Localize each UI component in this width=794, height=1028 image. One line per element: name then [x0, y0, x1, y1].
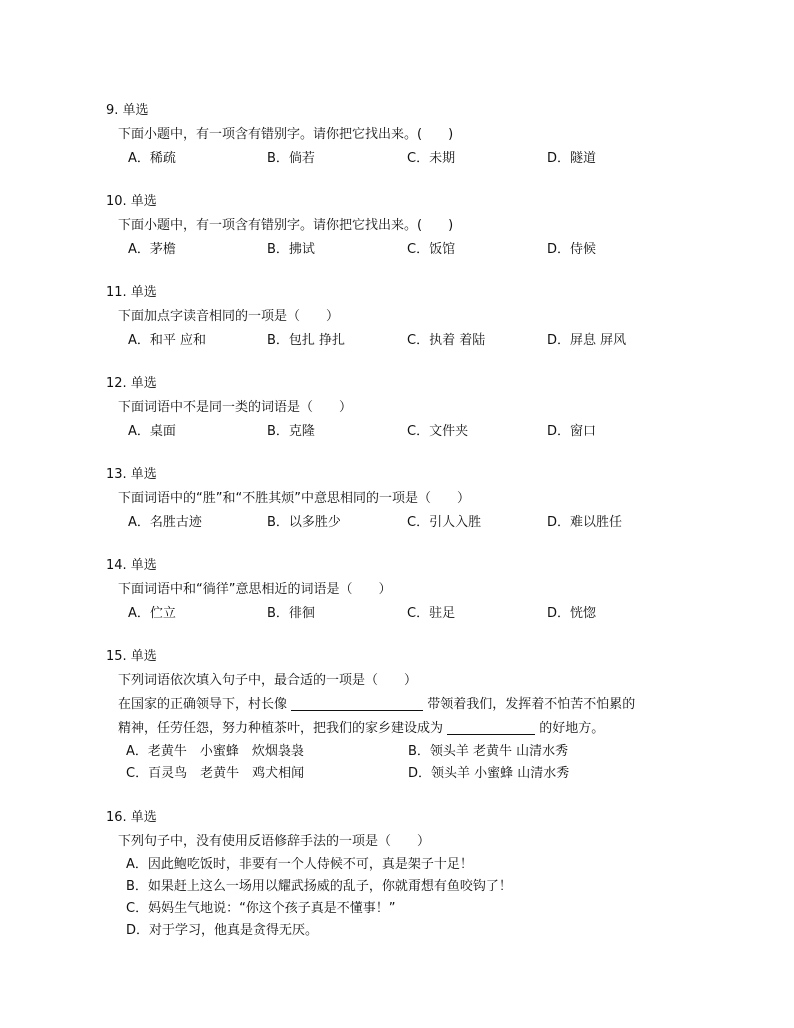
option-a[interactable]: A．名胜古迹	[128, 515, 202, 530]
fill-blank-2	[447, 720, 535, 735]
option-b[interactable]: B．克隆	[267, 424, 315, 439]
option-d[interactable]: D．侍候	[547, 242, 597, 257]
question-heading: 9. 单选	[106, 103, 149, 118]
option-c[interactable]: C．文件夹	[407, 424, 469, 439]
option-d[interactable]: D．恍惚	[547, 606, 597, 621]
question-stem: 下面小题中，有一项含有错别字。请你把它找出来。( )	[118, 218, 454, 233]
question-heading: 11. 单选	[106, 285, 157, 300]
question-heading: 12. 单选	[106, 376, 157, 391]
option-d[interactable]: D．对于学习，他真是贪得无厌。	[126, 923, 319, 938]
option-b[interactable]: B．以多胜少	[267, 515, 341, 530]
question-heading: 16. 单选	[106, 810, 157, 825]
question-stem: 下列词语依次填入句子中，最合适的一项是（ ）	[118, 673, 418, 688]
passage-text: 精神，任劳任怨，努力种植茶叶，把我们的家乡建设成为	[118, 721, 444, 736]
question-heading: 15. 单选	[106, 649, 157, 664]
option-a[interactable]: A．伫立	[128, 606, 176, 621]
option-b[interactable]: B．如果赶上这么一场用以耀武扬威的乱子，你就甭想有鱼咬钩了！	[126, 879, 512, 894]
option-c[interactable]: C．饭馆	[407, 242, 456, 257]
passage-text: 在国家的正确领导下，村长像	[118, 697, 288, 712]
passage-text: 带领着我们，发挥着不怕苦不怕累的	[427, 697, 636, 712]
question-heading: 13. 单选	[106, 467, 157, 482]
option-a[interactable]: A．桌面	[128, 424, 176, 439]
question-stem: 下列句子中，没有使用反语修辞手法的一项是（ ）	[118, 834, 431, 849]
question-stem: 下面小题中，有一项含有错别字。请你把它找出来。( )	[118, 127, 454, 142]
option-a[interactable]: A．和平 应和	[128, 333, 207, 348]
option-d[interactable]: D．难以胜任	[547, 515, 623, 530]
option-d[interactable]: D．屏息 屏风	[547, 333, 627, 348]
option-c[interactable]: C．执着 着陆	[407, 333, 486, 348]
option-c[interactable]: C．妈妈生气地说：“你这个孩子真是不懂事！”	[126, 901, 396, 916]
option-d[interactable]: D．窗口	[547, 424, 597, 439]
option-c[interactable]: C．驻足	[407, 606, 456, 621]
options-row	[128, 511, 728, 531]
passage-line-1	[118, 693, 635, 712]
option-b[interactable]: B．领头羊 老黄牛 山清水秀	[408, 744, 569, 759]
options-row	[128, 329, 728, 349]
option-b[interactable]: B．倘若	[267, 151, 315, 166]
option-d[interactable]: D．隧道	[547, 151, 597, 166]
passage-text: 的好地方。	[539, 721, 605, 736]
question-stem: 下面加点字读音相同的一项是（ ）	[118, 309, 340, 324]
option-a[interactable]: A．因此鲍吃饭时，非要有一个人侍候不可，真是架子十足！	[126, 857, 473, 872]
question-stem: 下面词语中不是同一类的词语是（ ）	[118, 400, 353, 415]
option-a[interactable]: A．茅檐	[128, 242, 176, 257]
option-d[interactable]: D．领头羊 小蜜蜂 山清水秀	[408, 766, 570, 781]
option-c[interactable]: C．百灵鸟 老黄牛 鸡犬相闻	[126, 766, 305, 781]
options-row	[128, 147, 728, 167]
options-row	[128, 238, 728, 258]
options-row	[128, 602, 728, 622]
fill-blank-1	[291, 696, 423, 711]
option-b[interactable]: B．徘徊	[267, 606, 315, 621]
question-stem: 下面词语中的“胜”和“不胜其烦”中意思相同的一项是（ ）	[118, 491, 470, 506]
option-c[interactable]: C．未期	[407, 151, 456, 166]
option-a[interactable]: A．老黄牛 小蜜蜂 炊烟袅袅	[126, 744, 304, 759]
question-stem: 下面词语中和“徜徉”意思相近的词语是（ ）	[118, 582, 392, 597]
option-a[interactable]: A．稀疏	[128, 151, 176, 166]
option-b[interactable]: B．拂试	[267, 242, 315, 257]
option-b[interactable]: B．包扎 挣扎	[267, 333, 346, 348]
passage-line-2	[118, 717, 604, 736]
question-heading: 10. 单选	[106, 194, 157, 209]
options-row	[128, 420, 728, 440]
question-heading: 14. 单选	[106, 558, 157, 573]
option-c[interactable]: C．引人入胜	[407, 515, 482, 530]
